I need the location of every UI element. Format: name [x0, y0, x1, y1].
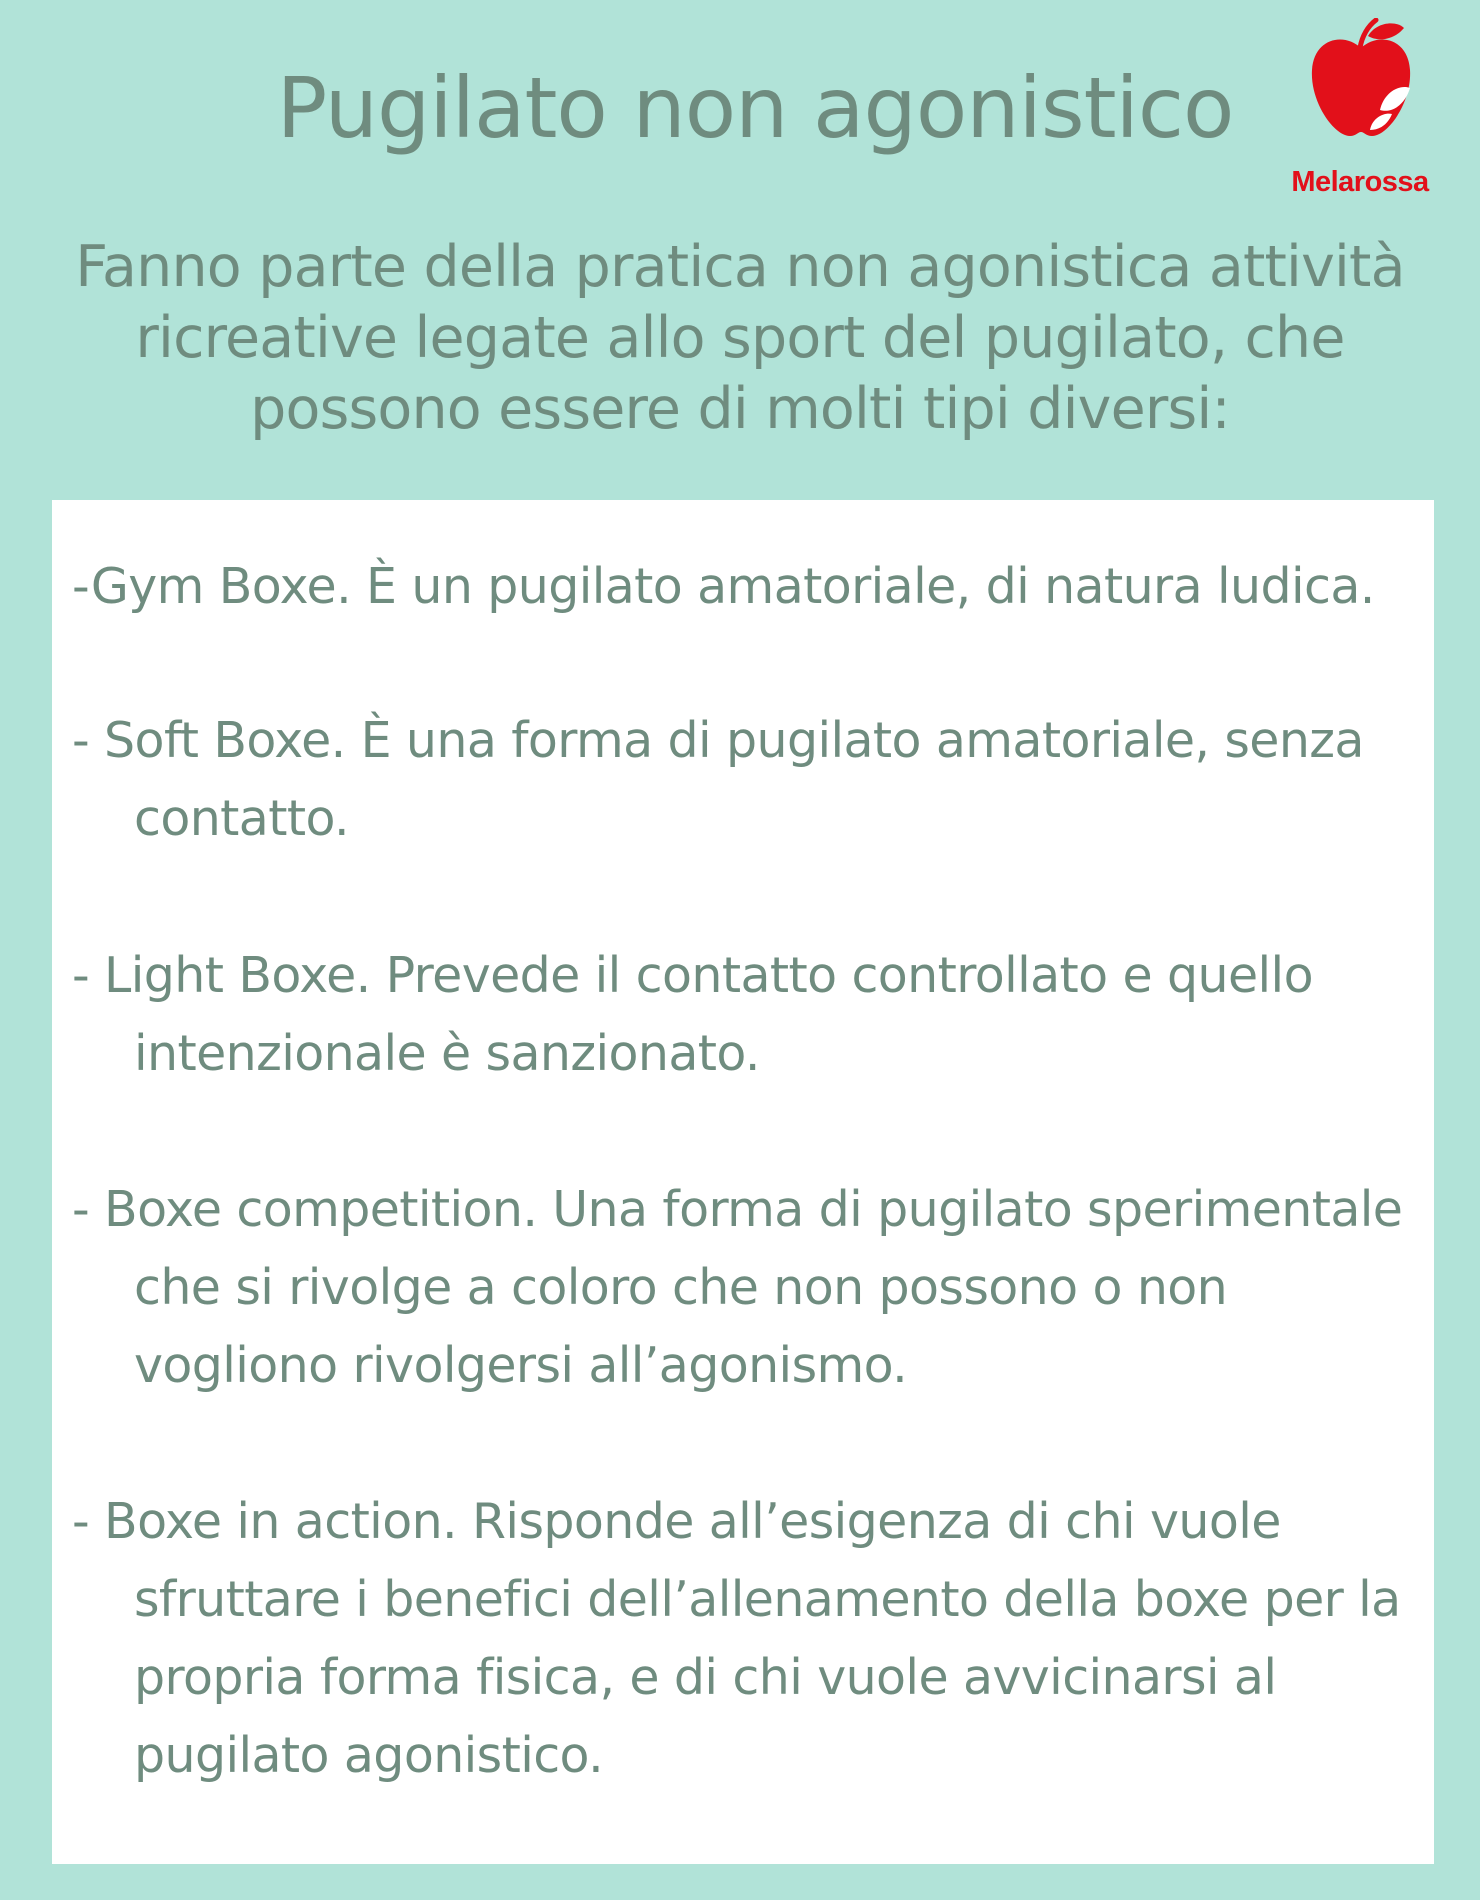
intro-text: Fanno parte della pratica non agonistica attività ricreative legate allo sport del pugilato, che possono essere di molti tipi diversi:: [75, 234, 1405, 442]
list-item-light-boxe: - Light Boxe. Prevede il contatto controllato e quello intenzionale è sanzionato.: [72, 947, 1313, 1082]
content-card: [52, 500, 1434, 1864]
brand-name: Melarossa: [1291, 166, 1429, 198]
apple-icon: [1306, 18, 1416, 143]
list-item-boxe-competition: - Boxe competition. Una forma di pugilato sperimentale che si rivolge a coloro che non possono o non vogliono rivolgersi all’agonismo.: [72, 1181, 1403, 1394]
list-item-soft-boxe: - Soft Boxe. È una forma di pugilato amatoriale, senza contatto.: [72, 712, 1364, 847]
brand-logo: [1270, 18, 1450, 208]
list-item-boxe-in-action: - Boxe in action. Risponde all’esigenza di chi vuole sfruttare i benefici dell’allenamento della boxe per la propria forma fisica, e di chi vuole avvicinarsi al pugilato agonistico.: [72, 1493, 1401, 1784]
page-title: Pugilato non agonistico: [276, 59, 1234, 157]
list-item-gym-boxe: -Gym Boxe. È un pugilato amatoriale, di natura ludica.: [72, 558, 1375, 615]
